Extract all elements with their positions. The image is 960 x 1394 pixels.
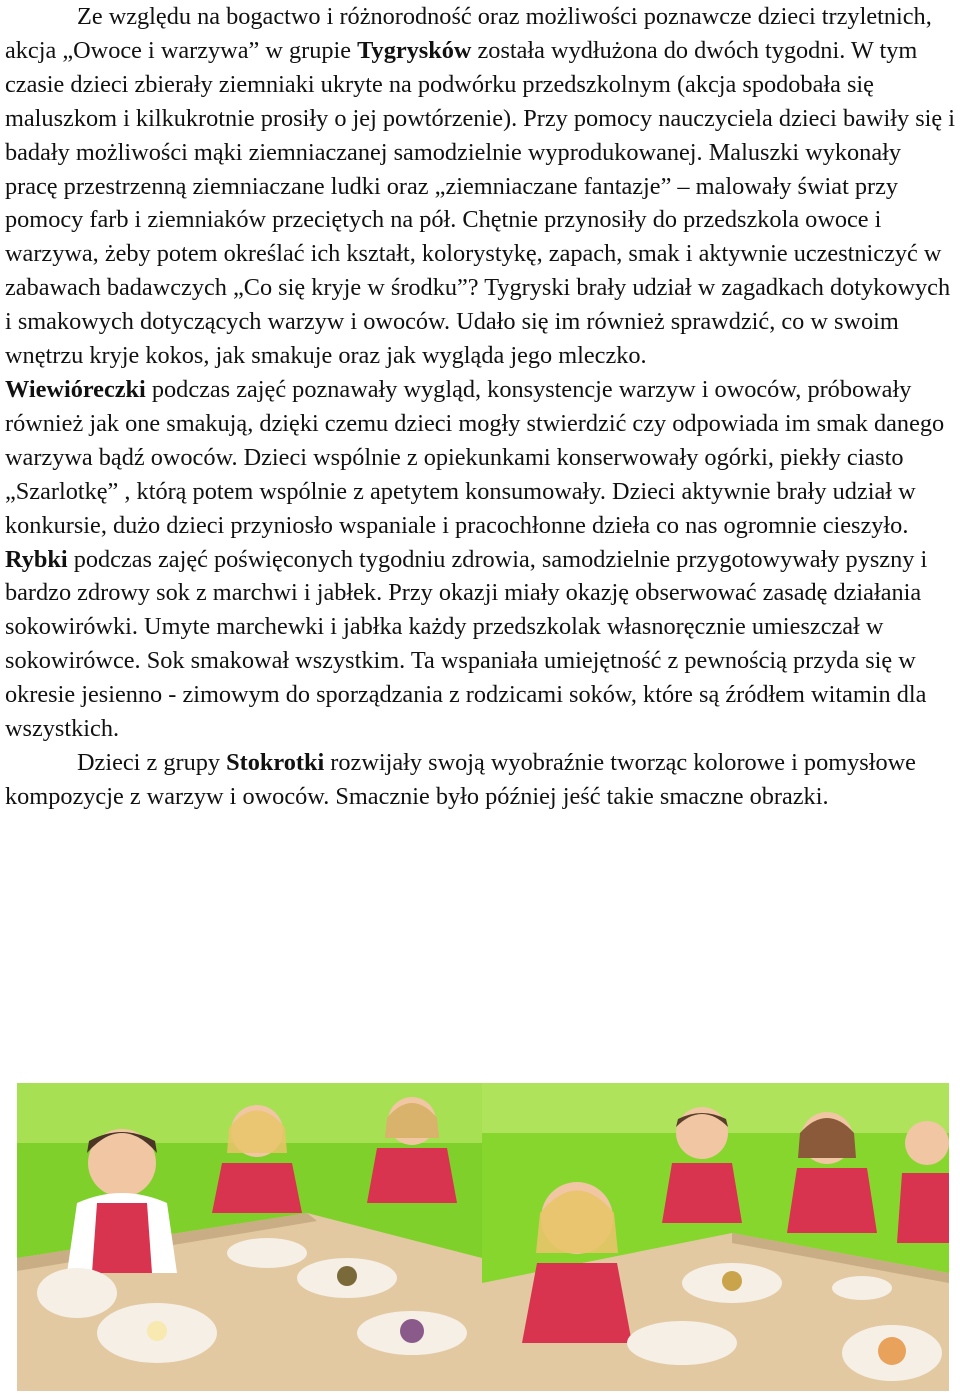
group-name-wiewioreczki: Wiewióreczki [5, 375, 146, 403]
group-name-rybki: Rybki [5, 545, 68, 573]
photo-strip [17, 1083, 949, 1391]
article-text [5, 0, 957, 814]
paragraph-text: Ze względu na bogactwo i różnorodność oraz możliwości poznawcze dzieci trzyletnich, akcja „Owoce i warzywa” w grupie [5, 3, 932, 64]
group-name-stokrotki: Stokrotki [226, 748, 325, 776]
paragraph-stokrotki [5, 746, 957, 814]
paragraph-text: została wydłużona do dwóch tygodni. W tym czasie dzieci zbierały ziemniaki ukryte na podwórku przedszkolnym (akcja spodobała się maluszkom i kilkukrotnie prosiły o jej powtórzenie). Przy pomocy nauczyciela dzieci bawiły się i badały możliwości mąki ziemniaczanej samodzielnie wyprodukowanej. Maluszki wykonały pracę przestrzenną ziemniaczane ludki oraz „ziemniaczane fantazje” – malowały świat przy pomocy farb i ziemniaków przeciętych na pół. Chętnie przynosiły do przedszkola owoce i warzywa, żeby potem określać ich kształt, kolorystykę, zapach, smak i aktywnie uczestniczyć w zabawach badawczych „Co się kryje w środku”? Tygryski brały udział w zagadkach dotykowych i smakowych dotyczących warzyw i owoców. Udało się im również sprawdzić, co w swoim wnętrzu kryje kokos, jak smakuje oraz jak wygląda jego mleczko. [5, 36, 956, 370]
paragraph-tygryski [5, 0, 957, 373]
photo-children-at-table-right [482, 1083, 949, 1391]
photo-illustration [482, 1083, 949, 1391]
paragraph-text: podczas zajęć poznawały wygląd, konsystencje warzyw i owoców, próbowały również jak one smakują, dzięki czemu dzieci mogły stwierdzić czy odpowiada im smak danego warzywa bądź owoców. Dzieci wspólnie z opiekunkami konserwowały ogórki, piekły ciasto „Szarlotkę” , którą potem wspólnie z apetytem konsumowały. Dzieci aktywnie brały udział w konkursie, dużo dzieci przyniosło wspaniale i pracochłonne dzieła co nas ogromnie cieszyło. [5, 375, 945, 539]
photo-children-at-table-left [17, 1083, 482, 1391]
paragraph-text: podczas zajęć poświęconych tygodniu zdrowia, samodzielnie przygotowywały pyszny i bardzo zdrowy sok z marchwi i jabłek. Przy okazji miały okazję obserwować zasadę działania sokowirówki. Umyte marchewki i jabłka każdy przedszkolak własnoręcznie umieszczał w sokowirówce. Sok smakował wszystkim. Ta wspaniała umiejętność z pewnością przyda się w okresie jesienno - zimowym do sporządzania z rodzicami soków, które są źródłem witamin dla wszystkich. [5, 545, 928, 743]
paragraph-rybki [5, 543, 957, 746]
group-name-tygryski: Tygrysków [357, 36, 472, 64]
paragraph-text: Dzieci z grupy [77, 748, 227, 776]
photo-illustration [17, 1083, 482, 1391]
paragraph-wiewioreczki [5, 373, 957, 543]
paragraph-text: rozwijały swoją wyobraźnie tworząc kolorowe i pomysłowe kompozycje z warzyw i owoców. Smacznie było później jeść takie smaczne obrazki. [5, 748, 916, 810]
